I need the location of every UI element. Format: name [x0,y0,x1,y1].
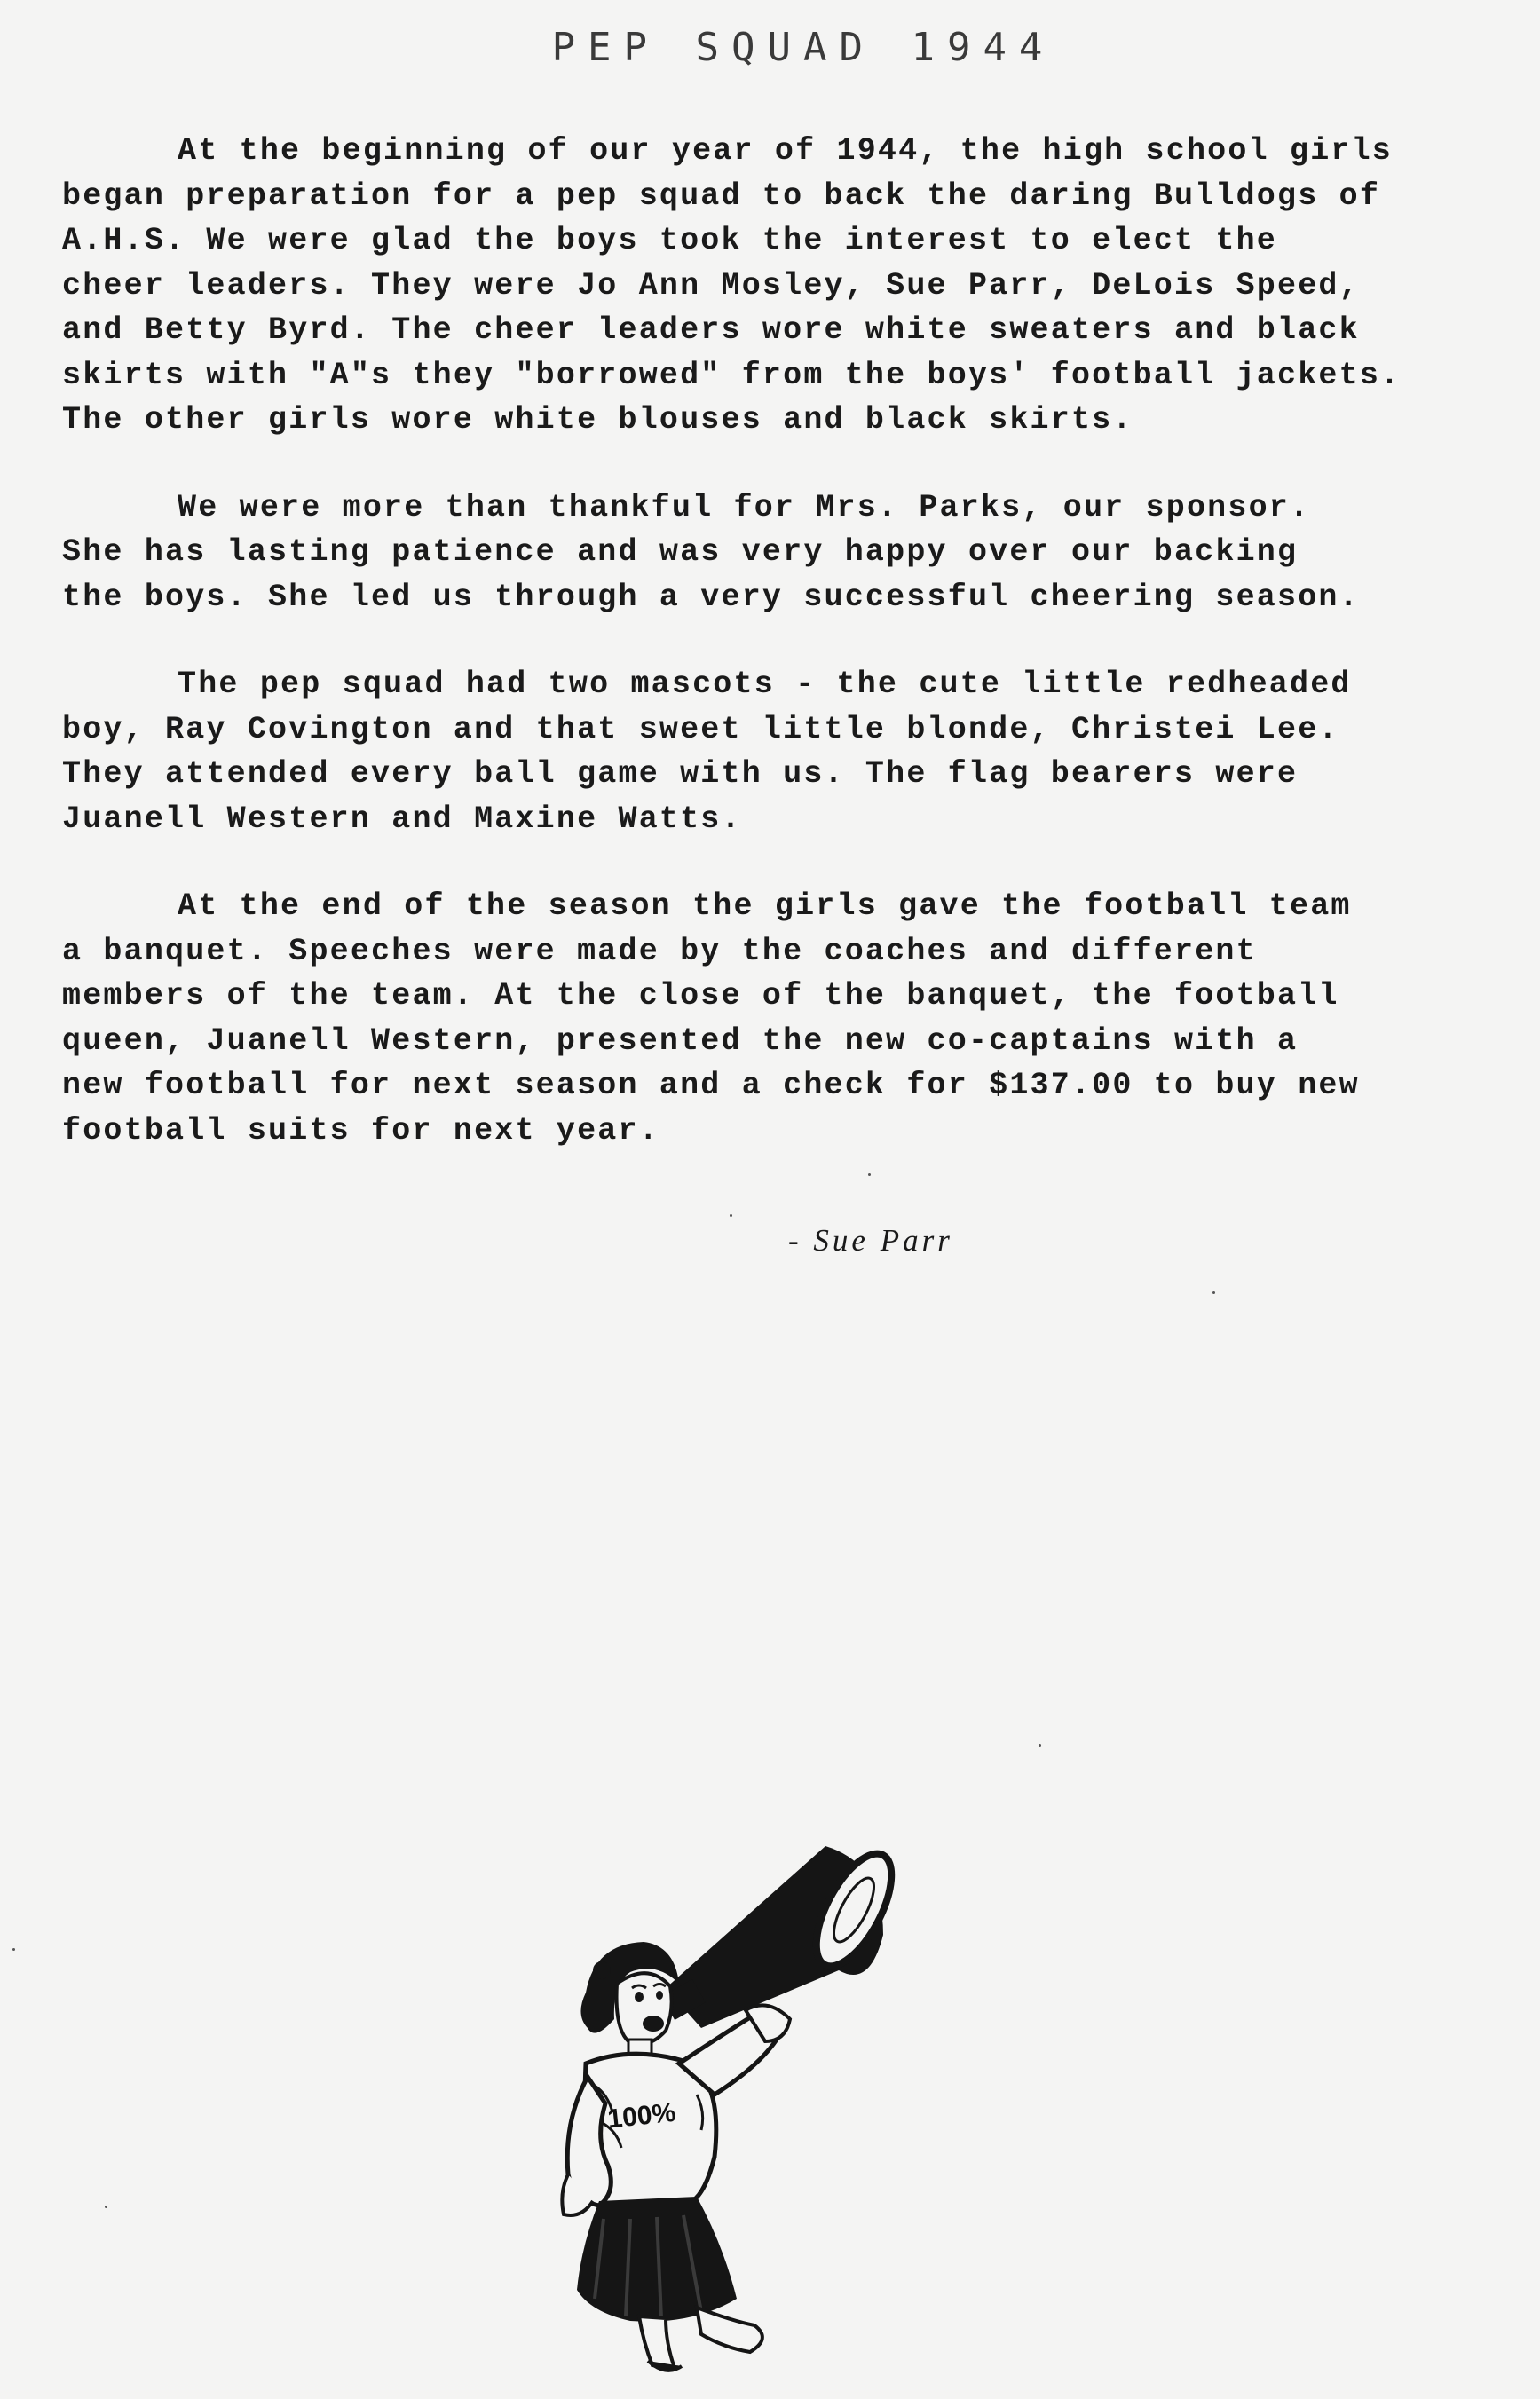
paper-speck [1212,1291,1215,1294]
page-title: PEP SQUAD 1944 [551,25,1055,70]
paragraph-2: We were more than thankful for Mrs. Parks, our sponsor. She has lasting patience and was very happy over our backing the boys. She led us through a very successful cheering season. [62,489,1360,615]
paper-speck [1039,1744,1041,1747]
paragraph-3: The pep squad had two mascots - the cute little redheaded boy, Ray Covington and that sweet little blonde, Christei Lee. They attended every ball game with us. The flag bearers were Juanell Western and Maxine Watts. [62,667,1352,837]
paragraph-1: At the beginning of our year of 1944, the high school girls began preparation for a pep squad to back the daring Bulldogs of A.H.S. We were glad the boys took the interest to elect the cheer leaders. They were Jo Ann Mosley, Sue Parr, DeLois Speed, and Betty Byrd. The cheer leaders wore white sweaters and black skirts with "A"s they "borrowed" from the boys' football jackets. The other girls wore white blouses and black skirts. [62,133,1402,438]
cheerleader-megaphone-icon [533,1828,905,2379]
paper-speck [105,2206,107,2208]
paper-speck [868,1173,871,1176]
author-signature: - Sue Parr [788,1223,953,1258]
paragraph-4: At the end of the season the girls gave the football team a banquet. Speeches were made by the coaches and different members of the team. At the close of the banquet, the football queen, Juanell Western, presented the new co-captains with a new football for next season and a check for $137.00 to buy new football suits for next year. [62,888,1360,1148]
megaphone-icon [661,1843,905,2028]
article-body [62,129,1496,1196]
sweater-text: 100% [605,2097,677,2135]
paper-speck [730,1214,732,1217]
paper-speck [12,1948,15,1951]
